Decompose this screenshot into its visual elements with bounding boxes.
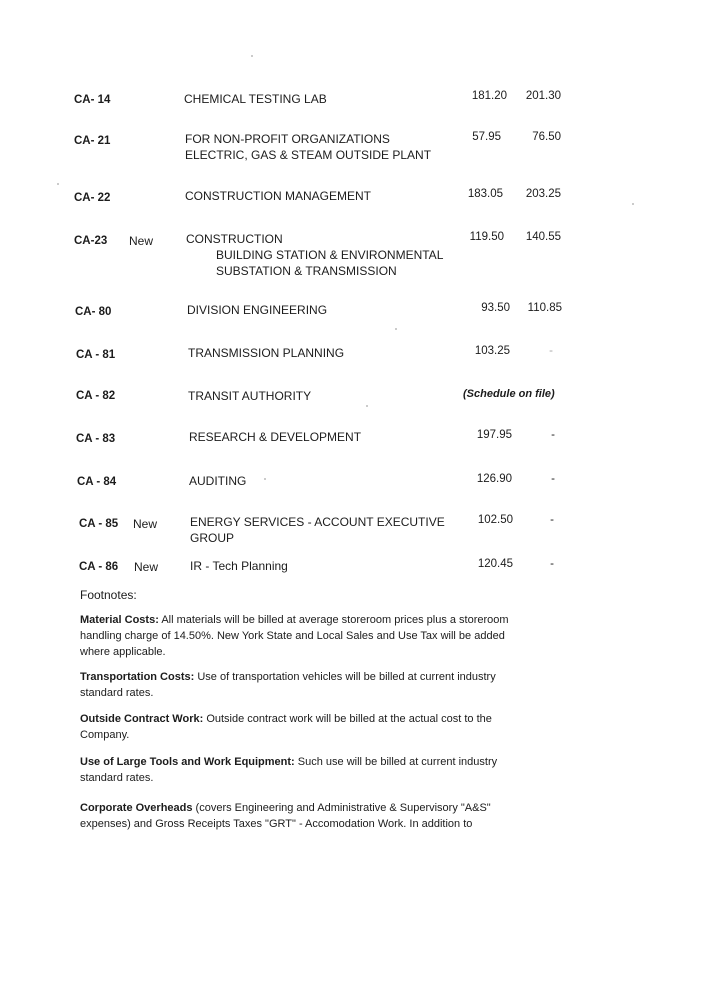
account-code: CA- 22 bbox=[74, 192, 111, 204]
rate-primary: 57.95 bbox=[472, 131, 501, 143]
footnote-corporate-overheads bbox=[80, 800, 520, 832]
rate-primary: 119.50 bbox=[469, 231, 504, 243]
account-description bbox=[189, 473, 246, 489]
footnote-title: Transportation Costs: bbox=[80, 671, 195, 683]
description-line: RESEARCH & DEVELOPMENT bbox=[189, 430, 362, 444]
description-line: IR - Tech Planning bbox=[190, 559, 288, 573]
account-code: CA - 83 bbox=[76, 433, 116, 445]
description-line: DIVISION ENGINEERING bbox=[187, 303, 328, 317]
account-code: CA - 82 bbox=[76, 390, 116, 402]
scan-speck bbox=[632, 203, 634, 205]
rate-secondary: 76.50 bbox=[532, 131, 561, 143]
footnote-text: Such use will be billed at current industry standard rates. bbox=[80, 756, 498, 784]
rate-primary: 102.50 bbox=[477, 514, 513, 526]
description-line: ENERGY SERVICES - ACCOUNT EXECUTIVE bbox=[190, 515, 445, 529]
rate-primary: 181.20 bbox=[471, 90, 507, 102]
rate-primary: 93.50 bbox=[481, 302, 510, 314]
footnotes-heading: Footnotes: bbox=[80, 588, 137, 602]
scan-speck bbox=[264, 478, 266, 480]
schedule-note: (Schedule on file) bbox=[463, 388, 555, 400]
footnote-title: Use of Large Tools and Work Equipment: bbox=[80, 756, 295, 768]
account-code: CA - 86 bbox=[79, 561, 119, 573]
new-badge: New bbox=[134, 560, 159, 574]
account-description bbox=[188, 388, 311, 404]
description-line: GROUP bbox=[190, 531, 235, 545]
description-line: CONSTRUCTION bbox=[186, 232, 283, 246]
scan-speck bbox=[395, 328, 397, 330]
footnote-large-tools bbox=[80, 754, 520, 786]
account-description bbox=[190, 514, 445, 546]
footnote-title: Material Costs: bbox=[80, 614, 159, 626]
footnote-text: (covers Engineering and Administrative & Supervisory "A&S" expenses) and Gross Receipts Taxes "GRT" - Accomodation Work. In addition to bbox=[80, 802, 491, 830]
account-description bbox=[190, 558, 288, 574]
description-line: TRANSMISSION PLANNING bbox=[188, 346, 345, 360]
description-subline: SUBSTATION & TRANSMISSION bbox=[216, 264, 397, 278]
account-description bbox=[188, 345, 344, 361]
new-badge: New bbox=[129, 234, 154, 248]
rate-secondary: - bbox=[551, 473, 555, 485]
account-description bbox=[187, 302, 327, 318]
description-line: ELECTRIC, GAS & STEAM OUTSIDE PLANT bbox=[185, 148, 432, 162]
description-line: CONSTRUCTION MANAGEMENT bbox=[185, 189, 371, 203]
scan-speck bbox=[251, 55, 253, 57]
rate-primary: 120.45 bbox=[477, 558, 513, 570]
rate-secondary: - bbox=[549, 345, 553, 357]
account-code: CA-23 bbox=[74, 235, 108, 247]
rate-secondary: 203.25 bbox=[525, 188, 561, 200]
account-code: CA- 21 bbox=[74, 135, 111, 147]
account-description bbox=[186, 231, 443, 279]
footnote-title: Corporate Overheads bbox=[80, 802, 193, 814]
rate-secondary: 201.30 bbox=[525, 90, 561, 102]
description-subline: BUILDING STATION & ENVIRONMENTAL bbox=[216, 248, 444, 262]
rate-primary: 197.95 bbox=[476, 429, 512, 441]
rate-secondary: 110.85 bbox=[527, 302, 562, 314]
footnote-transportation-costs bbox=[80, 669, 520, 701]
account-description bbox=[185, 131, 431, 163]
rate-primary: 183.05 bbox=[467, 188, 503, 200]
account-code: CA- 14 bbox=[74, 94, 111, 106]
scan-speck bbox=[366, 405, 368, 407]
description-line: CHEMICAL TESTING LAB bbox=[184, 92, 327, 106]
account-description bbox=[185, 188, 371, 204]
rate-secondary: - bbox=[550, 558, 554, 570]
description-line: FOR NON-PROFIT ORGANIZATIONS bbox=[185, 132, 390, 146]
rate-secondary: 140.55 bbox=[525, 231, 561, 243]
description-line: TRANSIT AUTHORITY bbox=[188, 389, 312, 403]
rate-primary: 126.90 bbox=[476, 473, 512, 485]
rate-secondary: - bbox=[551, 429, 555, 441]
footnote-text: Use of transportation vehicles will be billed at current industry standard rates. bbox=[80, 671, 496, 699]
footnote-text: Outside contract work will be billed at the actual cost to the Company. bbox=[80, 713, 492, 741]
footnote-title: Outside Contract Work: bbox=[80, 713, 204, 725]
rate-secondary: - bbox=[550, 514, 554, 526]
footnote-material-costs bbox=[80, 612, 520, 660]
new-badge: New bbox=[133, 517, 158, 531]
footnote-text: All materials will be billed at average storeroom prices plus a storeroom handling charge of 14.50%. New York State and Local Sales and Use Tax will be added where applicable. bbox=[80, 614, 509, 658]
description-line: AUDITING bbox=[189, 474, 247, 488]
rate-primary: 103.25 bbox=[474, 345, 510, 357]
account-code: CA - 81 bbox=[76, 349, 116, 361]
footnote-outside-contract-work bbox=[80, 711, 520, 743]
account-description bbox=[184, 91, 327, 107]
account-code: CA- 80 bbox=[75, 306, 112, 318]
scan-speck bbox=[57, 183, 59, 185]
account-code: CA - 85 bbox=[79, 518, 119, 530]
account-description bbox=[189, 429, 361, 445]
account-code: CA - 84 bbox=[77, 476, 117, 488]
